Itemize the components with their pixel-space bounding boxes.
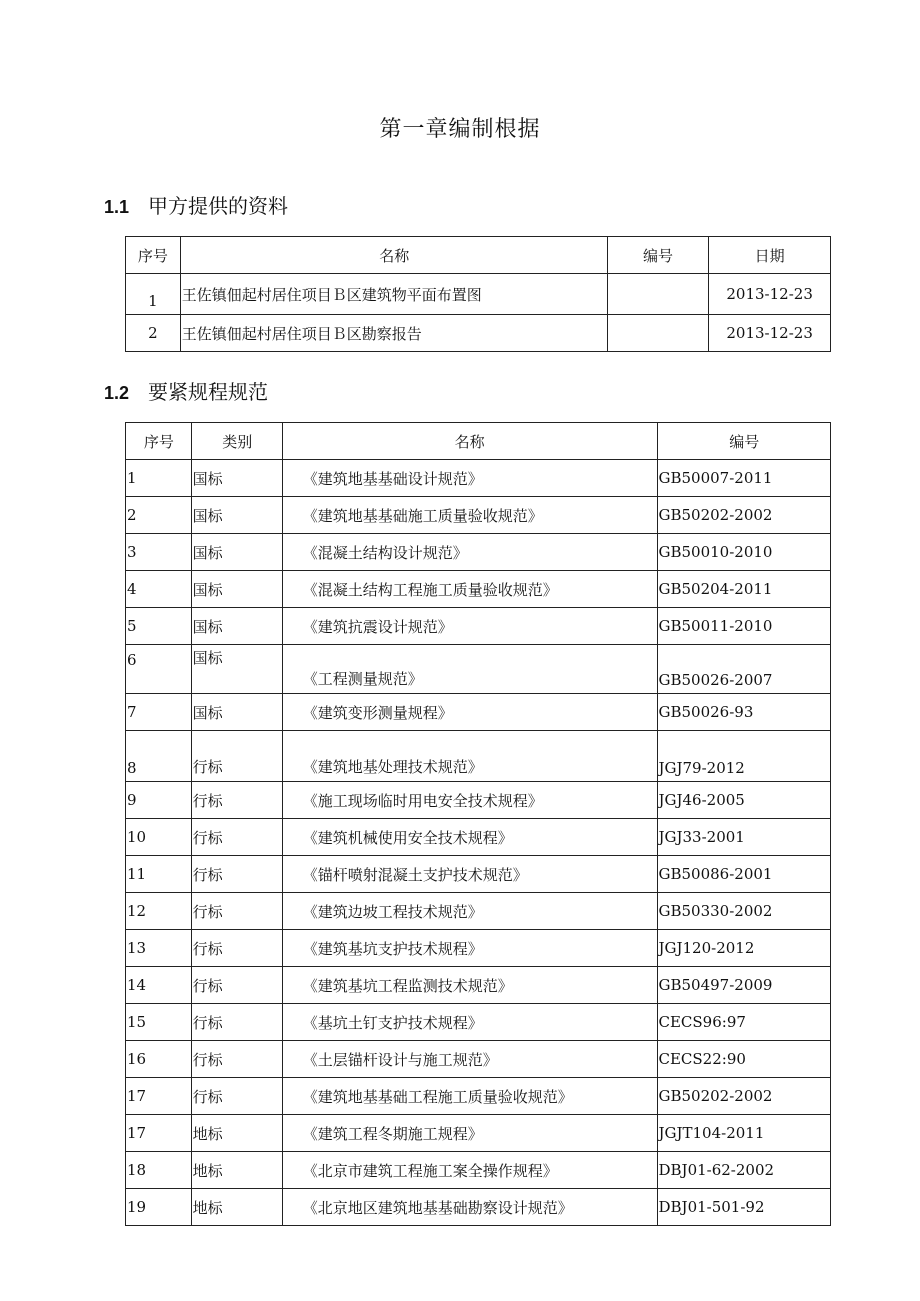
section-heading-1-1 [104,190,288,219]
table-row [126,694,831,731]
cell-code: GB50026-93 [657,694,831,731]
cell-code: GB50011-2010 [657,608,831,645]
table-row [126,893,831,930]
cell-code: JGJT104-2011 [657,1115,831,1152]
header-date: 日期 [709,237,831,274]
cell-no: 5 [126,608,192,645]
table-row [126,460,831,497]
cell-category: 行标 [191,967,282,1004]
cell-category: 行标 [191,731,282,782]
regulations-table [125,422,831,1226]
cell-code: CECS96:97 [657,1004,831,1041]
section-title: 甲方提供的资料 [148,194,288,218]
cell-name: 《建筑地基基础施工质量验收规范》 [282,497,657,534]
cell-category: 国标 [191,460,282,497]
cell-category: 国标 [191,608,282,645]
cell-code: GB50007-2011 [657,460,831,497]
cell-code: GB50026-2007 [657,645,831,694]
cell-category: 行标 [191,819,282,856]
section-title: 要紧规程规范 [148,380,268,404]
header-category: 类别 [191,423,282,460]
cell-code: GB50204-2011 [657,571,831,608]
cell-code: GB50202-2002 [657,1078,831,1115]
cell-category: 国标 [191,497,282,534]
cell-code: GB50330-2002 [657,893,831,930]
table-row [126,1041,831,1078]
cell-code: GB50010-2010 [657,534,831,571]
cell-no: 1 [126,274,181,315]
cell-no: 7 [126,694,192,731]
cell-category: 行标 [191,1004,282,1041]
section-number: 1.2 [104,383,130,403]
provided-materials-table [125,236,831,352]
cell-code: GB50202-2002 [657,497,831,534]
cell-name: 《建筑机械使用安全技术规程》 [282,819,657,856]
table-row [126,1078,831,1115]
section-heading-1-2 [104,376,268,405]
cell-name: 《基坑土钉支护技术规程》 [282,1004,657,1041]
cell-category: 行标 [191,930,282,967]
cell-name: 《建筑地基基础工程施工质量验收规范》 [282,1078,657,1115]
cell-code: CECS22:90 [657,1041,831,1078]
cell-no: 11 [126,856,192,893]
cell-category: 国标 [191,534,282,571]
cell-code [607,315,708,352]
table-row [126,315,831,352]
cell-name: 《建筑抗震设计规范》 [282,608,657,645]
cell-no: 14 [126,967,192,1004]
cell-category: 国标 [191,645,282,694]
cell-name: 《建筑地基处理技术规范》 [282,731,657,782]
table-row [126,819,831,856]
cell-no: 10 [126,819,192,856]
cell-category: 行标 [191,1078,282,1115]
cell-no: 8 [126,731,192,782]
cell-name: 王佐镇佃起村居住项目Ｂ区建筑物平面布置图 [180,274,607,315]
table-row [126,608,831,645]
cell-no: 12 [126,893,192,930]
table-row [126,1115,831,1152]
cell-category: 地标 [191,1189,282,1226]
header-name: 名称 [180,237,607,274]
cell-category: 行标 [191,1041,282,1078]
cell-no: 13 [126,930,192,967]
table-row [126,967,831,1004]
header-code: 编号 [607,237,708,274]
cell-code: DBJ01-62-2002 [657,1152,831,1189]
table-row [126,1152,831,1189]
cell-no: 3 [126,534,192,571]
cell-no: 1 [126,460,192,497]
table-row [126,497,831,534]
regulations-table-body [126,460,831,1226]
table-row [126,782,831,819]
header-name: 名称 [282,423,657,460]
cell-category: 地标 [191,1115,282,1152]
cell-name: 王佐镇佃起村居住项目Ｂ区勘察报告 [180,315,607,352]
cell-code: JGJ46-2005 [657,782,831,819]
cell-name: 《建筑基坑支护技术规程》 [282,930,657,967]
table-row [126,534,831,571]
header-code: 编号 [657,423,831,460]
table-row [126,1189,831,1226]
cell-name: 《建筑边坡工程技术规范》 [282,893,657,930]
cell-code [607,274,708,315]
cell-name: 《建筑地基基础设计规范》 [282,460,657,497]
table-row [126,645,831,694]
cell-name: 《建筑基坑工程监测技术规范》 [282,967,657,1004]
cell-code: GB50086-2001 [657,856,831,893]
cell-code: DBJ01-501-92 [657,1189,831,1226]
cell-category: 行标 [191,893,282,930]
cell-code: JGJ33-2001 [657,819,831,856]
cell-category: 行标 [191,856,282,893]
cell-date: 2013-12-23 [709,315,831,352]
table-row [126,571,831,608]
cell-no: 19 [126,1189,192,1226]
cell-category: 行标 [191,782,282,819]
cell-name: 《施工现场临时用电安全技术规程》 [282,782,657,819]
cell-name: 《锚杆喷射混凝土支护技术规范》 [282,856,657,893]
cell-no: 2 [126,497,192,534]
table-row [126,930,831,967]
cell-name: 《工程测量规范》 [282,645,657,694]
cell-category: 地标 [191,1152,282,1189]
cell-no: 2 [126,315,181,352]
cell-code: GB50497-2009 [657,967,831,1004]
cell-name: 《土层锚杆设计与施工规范》 [282,1041,657,1078]
page-title: 第一章编制根据 [379,117,541,142]
cell-category: 国标 [191,694,282,731]
cell-category: 国标 [191,571,282,608]
table-header-row [126,423,831,460]
cell-name: 《混凝土结构工程施工质量验收规范》 [282,571,657,608]
cell-no: 16 [126,1041,192,1078]
cell-name: 《混凝土结构设计规范》 [282,534,657,571]
cell-no: 17 [126,1078,192,1115]
cell-code: JGJ79-2012 [657,731,831,782]
table-row [126,274,831,315]
cell-name: 《建筑工程冬期施工规程》 [282,1115,657,1152]
header-no: 序号 [126,423,192,460]
cell-name: 《北京地区建筑地基基础勘察设计规范》 [282,1189,657,1226]
header-no: 序号 [126,237,181,274]
cell-no: 4 [126,571,192,608]
cell-name: 《北京市建筑工程施工案全操作规程》 [282,1152,657,1189]
cell-no: 15 [126,1004,192,1041]
table-row [126,1004,831,1041]
table-row [126,856,831,893]
table-row [126,731,831,782]
cell-no: 17 [126,1115,192,1152]
cell-no: 6 [126,645,192,694]
table-header-row [126,237,831,274]
cell-no: 9 [126,782,192,819]
cell-name: 《建筑变形测量规程》 [282,694,657,731]
section-number: 1.1 [104,197,130,217]
cell-no: 18 [126,1152,192,1189]
cell-date: 2013-12-23 [709,274,831,315]
cell-code: JGJ120-2012 [657,930,831,967]
